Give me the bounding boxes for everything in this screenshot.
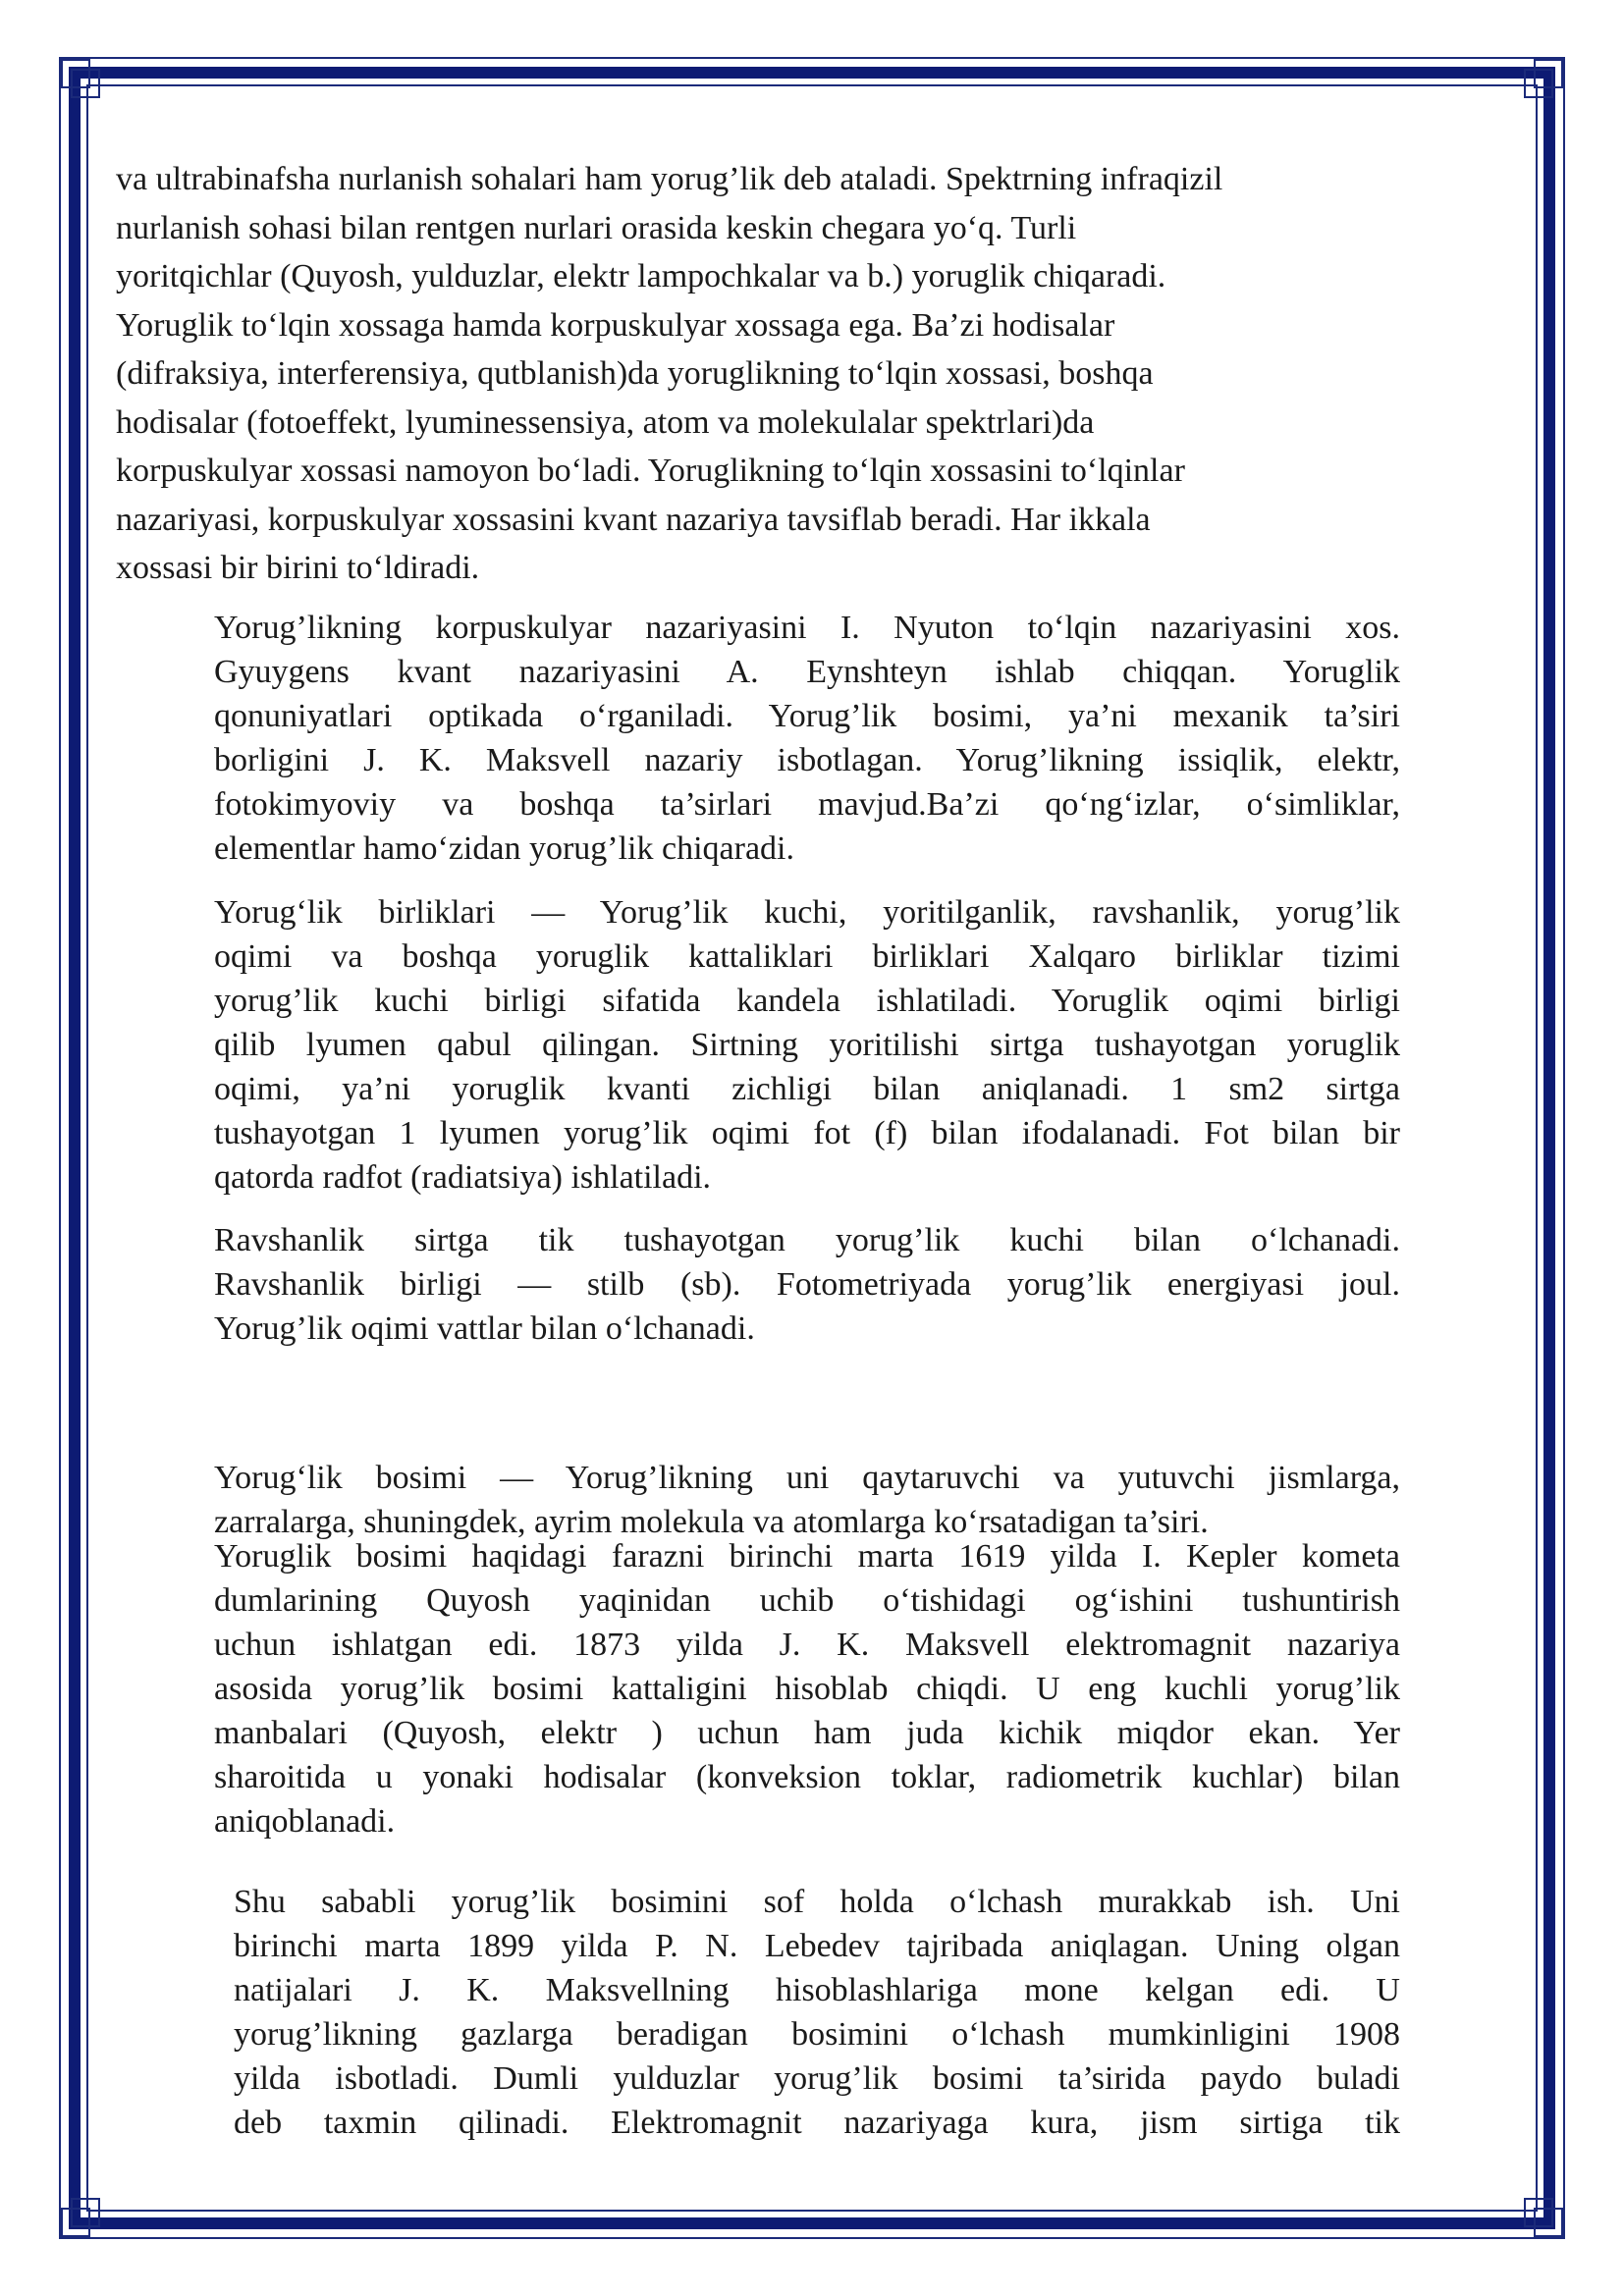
- text-line: dumlarining Quyosh yaqinidan uchib o‘tishidagi og‘ishini tushuntirish: [214, 1582, 1400, 1619]
- text-line: qilib lyumen qabul qilingan. Sirtning yoritilishi sirtga tushayotgan yoruglik: [214, 1027, 1400, 1063]
- text-line: qonuniyatlari optikada o‘rganiladi. Yorug’lik bosimi, ya’ni mexanik ta’siri: [214, 698, 1400, 734]
- text-line: nazariyasi, korpuskulyar xossasini kvant nazariya tavsiflab beradi. Har ikkala: [116, 501, 1151, 538]
- text-line: Yorug‘lik bosimi — Yorug’likning uni qaytaruvchi va yutuvchi jismlarga,: [214, 1460, 1400, 1496]
- text-line: tushayotgan 1 lyumen yorug’lik oqimi fot (f) bilan ifodalanadi. Fot bilan bir: [214, 1115, 1400, 1151]
- text-line: Ravshanlik birligi — stilb (sb). Fotometriyada yorug’lik energiyasi joul.: [214, 1266, 1400, 1303]
- text-line: birinchi marta 1899 yilda P. N. Lebedev tajribada aniqlagan. Uning olgan: [234, 1928, 1400, 1964]
- corner-ornament-bottom-left: [61, 2194, 104, 2237]
- paragraph-lebedev: [234, 1880, 1400, 2145]
- text-line: yorug’likning gazlarga beradigan bosimini o‘lchash mumkinligini 1908: [234, 2016, 1400, 2053]
- text-line: manbalari (Quyosh, elektr ) uchun ham juda kichik miqdor ekan. Yer: [214, 1715, 1400, 1751]
- paragraph-pressure-history: [214, 1534, 1400, 1843]
- text-line: oqimi va boshqa yoruglik kattaliklari birliklari Xalqaro birliklar tizimi: [214, 938, 1400, 975]
- text-line: sharoitida u yonaki hodisalar (konveksion toklar, radiometrik kuchlar) bilan: [214, 1759, 1400, 1795]
- text-line: natijalari J. K. Maksvellning hisoblashlariga mone kelgan edi. U: [234, 1972, 1400, 2008]
- text-line: deb taxmin qilinadi. Elektromagnit nazariyaga kura, jism sirtiga tik: [234, 2105, 1400, 2141]
- text-line: Shu sababli yorug’lik bosimini sof holda o‘lchash murakkab ish. Uni: [234, 1884, 1400, 1920]
- text-line: Yorug’likning korpuskulyar nazariyasini I. Nyuton to‘lqin nazariyasini xos.: [214, 610, 1400, 646]
- text-line: Yoruglik to‘lqin xossaga hamda korpuskulyar xossaga ega. Ba’zi hodisalar: [116, 306, 1115, 344]
- text-line: fotokimyoviy va boshqa ta’sirlari mavjud.Ba’zi qo‘ng‘izlar, o‘simliklar,: [214, 786, 1400, 823]
- text-line: Ravshanlik sirtga tik tushayotgan yorug’lik kuchi bilan o‘lchanadi.: [214, 1222, 1400, 1258]
- text-line: korpuskulyar xossasi namoyon bo‘ladi. Yoruglikning to‘lqin xossasini to‘lqinlar: [116, 453, 1185, 489]
- corner-ornament-top-left: [61, 59, 104, 102]
- paragraph-units: [214, 890, 1400, 1200]
- text-line: nurlanish sohasi bilan rentgen nurlari orasida keskin chegara yo‘q. Turli: [116, 209, 1077, 246]
- paragraph-pressure-definition: [214, 1456, 1400, 1544]
- text-line: elementlar hamo‘zidan yorug’lik chiqaradi.: [214, 830, 794, 867]
- text-line: asosida yorug’lik bosimi kattaligini hisoblab chiqdi. U eng kuchli yorug’lik: [214, 1671, 1400, 1707]
- text-line: borligini J. K. Maksvell nazariy isbotlagan. Yorug’likning issiqlik, elektr,: [214, 742, 1400, 778]
- text-line: va ultrabinafsha nurlanish sohalari ham yorug’lik deb ataladi. Spektrning infraqizil: [116, 161, 1223, 197]
- corner-ornament-bottom-right: [1520, 2194, 1563, 2237]
- text-line: aniqoblanadi.: [214, 1803, 396, 1840]
- text-line: Yorug‘lik birliklari — Yorug’lik kuchi, yoritilganlik, ravshanlik, yorug’lik: [214, 894, 1400, 931]
- text-line: zarralarga, shuningdek, ayrim molekula va atomlarga ko‘rsatadigan ta’siri.: [214, 1504, 1209, 1540]
- text-line: xossasi bir birini to‘ldiradi.: [116, 550, 480, 586]
- text-line: (difraksiya, interferensiya, qutblanish)da yoruglikning to‘lqin xossasi, boshqa: [116, 355, 1154, 392]
- text-line: yoritqichlar (Quyosh, yulduzlar, elektr lampochkalar va b.) yoruglik chiqaradi.: [116, 258, 1166, 294]
- text-line: Gyuygens kvant nazariyasini A. Eynshteyn ishlab chiqqan. Yoruglik: [214, 654, 1400, 690]
- text-line: Yorug’lik oqimi vattlar bilan o‘lchanadi.: [214, 1310, 755, 1347]
- text-line: uchun ishlatgan edi. 1873 yilda J. K. Maksvell elektromagnit nazariya: [214, 1627, 1400, 1663]
- paragraph-intro: [116, 155, 1412, 593]
- paragraph-theories: [214, 606, 1400, 871]
- text-line: yorug’lik kuchi birligi sifatida kandela ishlatiladi. Yoruglik oqimi birligi: [214, 983, 1400, 1019]
- paragraph-brightness: [214, 1218, 1400, 1351]
- text-line: oqimi, ya’ni yoruglik kvanti zichligi bilan aniqlanadi. 1 sm2 sirtga: [214, 1071, 1400, 1107]
- text-line: hodisalar (fotoeffekt, lyuminessensiya, atom va molekulalar spektrlari)da: [116, 403, 1095, 441]
- text-line: yilda isbotladi. Dumli yulduzlar yorug’lik bosimi ta’sirida paydo buladi: [234, 2060, 1400, 2097]
- corner-ornament-top-right: [1520, 59, 1563, 102]
- text-line: qatorda radfot (radiatsiya) ishlatiladi.: [214, 1159, 712, 1196]
- text-line: Yoruglik bosimi haqidagi farazni birinchi marta 1619 yilda I. Kepler kometa: [214, 1538, 1400, 1575]
